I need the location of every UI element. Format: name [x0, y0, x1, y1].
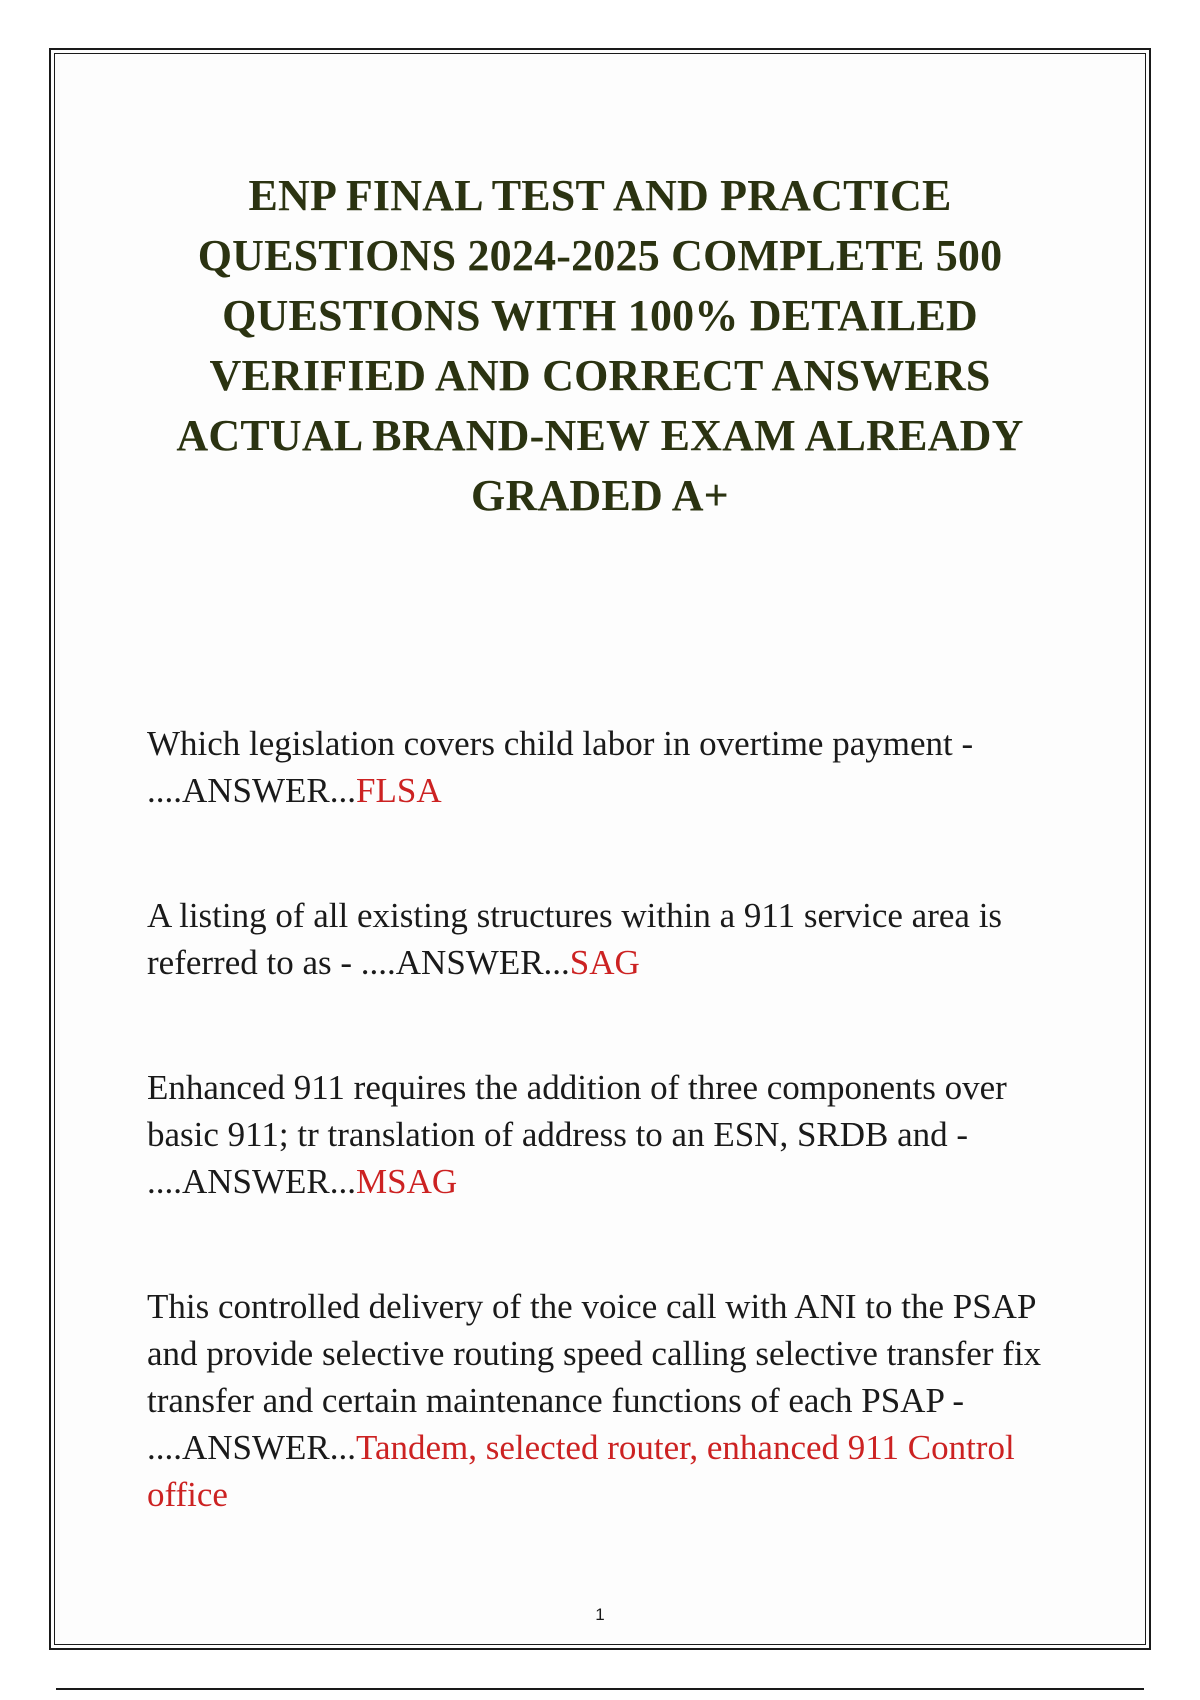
question-block [147, 892, 1077, 986]
page-frame [49, 48, 1151, 1650]
answer-text: SAG [569, 943, 640, 982]
answer-marker: ....ANSWER... [360, 943, 570, 982]
question-text: Enhanced 911 requires the addition of three components over basic 911; tr translation of address to an ESN, SRDB and - [147, 1068, 1007, 1154]
page-number: 1 [595, 1605, 605, 1624]
next-page-top-border [56, 1688, 1144, 1690]
question-block [147, 720, 1077, 814]
answer-marker: ....ANSWER... [147, 1428, 357, 1467]
answer-text: Tandem, selected router, enhanced 911 Control office [147, 1428, 1015, 1514]
question-text: Which legislation covers child labor in overtime payment - [147, 724, 974, 763]
answer-text: MSAG [356, 1162, 458, 1201]
question-block [147, 1064, 1077, 1205]
answer-marker: ....ANSWER... [147, 1162, 357, 1201]
question-block [147, 1283, 1077, 1518]
question-text: A listing of all existing structures within a 911 service area is referred to as - [147, 896, 1003, 982]
answer-marker: ....ANSWER... [147, 771, 357, 810]
document-title: ENP FINAL TEST AND PRACTICE QUESTIONS 2024-2025 COMPLETE 500 QUESTIONS WITH 100% DETAILED VERIFIED AND CORRECT ANSWERS ACTUAL BRAND-NEW EXAM ALREADY GRADED A+ [176, 171, 1024, 520]
answer-text: FLSA [356, 771, 442, 810]
question-text: This controlled delivery of the voice call with ANI to the PSAP and provide selective routing speed calling selective transfer fix transfer and certain maintenance functions of each PSAP - [147, 1287, 1042, 1420]
